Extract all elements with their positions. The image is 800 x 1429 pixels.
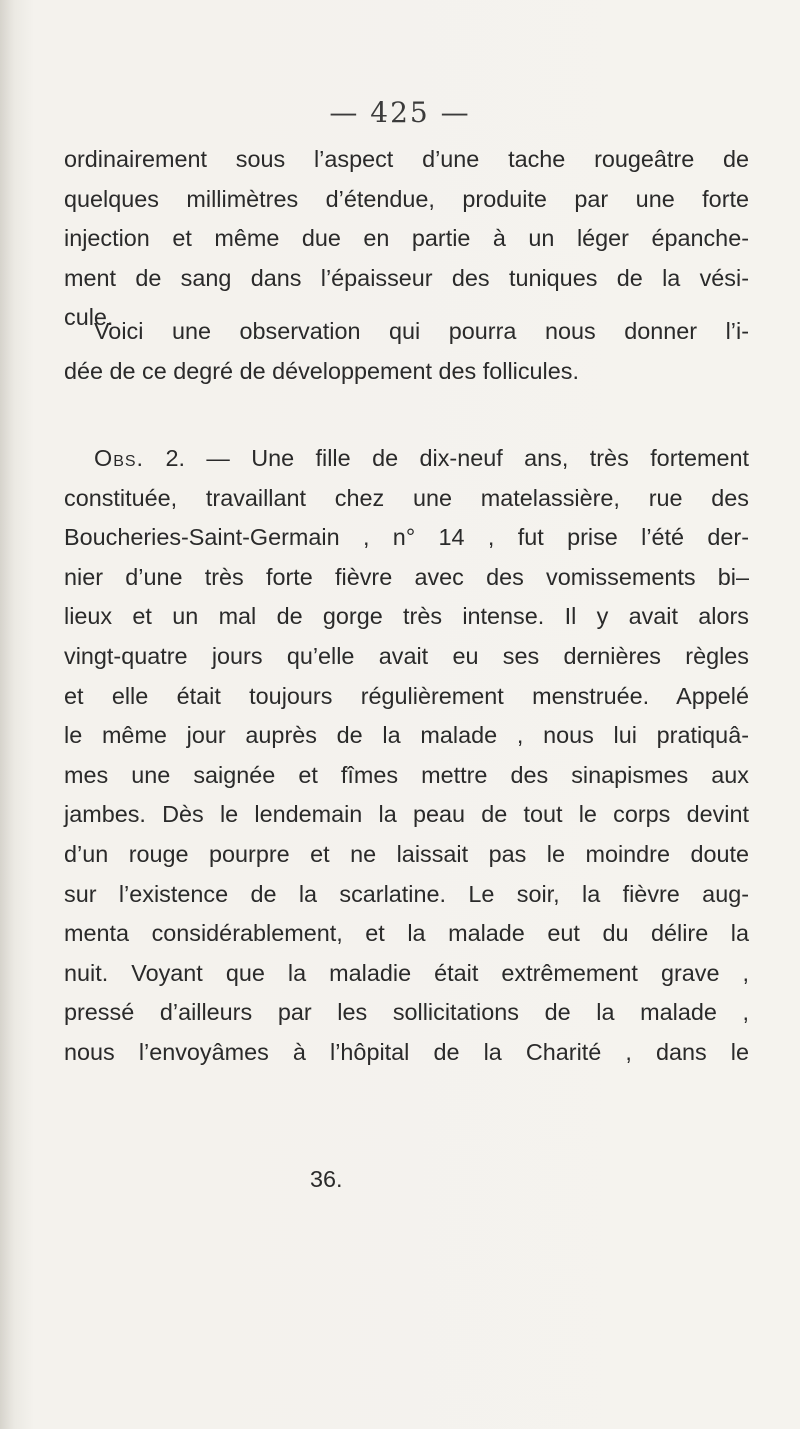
- paragraph-1: [64, 140, 749, 338]
- text-line: cule.: [64, 304, 114, 331]
- signature-mark: 36.: [310, 1166, 343, 1192]
- text-line: vingt-quatre jours qu’elle avait eu ses dernières règles: [64, 642, 749, 669]
- text-line: ordinairement sous l’aspect d’une tache rougeâtre de: [64, 146, 749, 172]
- paragraph-2: [64, 312, 749, 391]
- text-line: pressé d’ailleurs par les sollicitations de la malade ,: [64, 999, 749, 1026]
- text-line: et elle était toujours régulièrement menstruée. Appelé: [64, 682, 749, 709]
- text-line: d’un rouge pourpre et ne laissait pas le moindre doute: [64, 840, 749, 867]
- text-line: menta considérablement, et la malade eut du délire la: [64, 920, 749, 947]
- text-line: lieux et un mal de gorge très intense. Il y avait alors: [64, 603, 749, 630]
- text-line: Boucheries-Saint-Germain , n° 14 , fut prise l’été der-: [64, 524, 749, 551]
- text-line: mes une saignée et fîmes mettre des sinapismes aux: [64, 761, 749, 788]
- text-line: nuit. Voyant que la maladie était extrêmement grave ,: [64, 959, 749, 986]
- text-line: injection et même due en partie à un léger épanche-: [64, 225, 749, 252]
- text-line: dée de ce degré de développement des follicules.: [64, 357, 579, 384]
- text-line: constituée, travaillant chez une matelassière, rue des: [64, 484, 749, 511]
- paragraph-observation: [64, 439, 749, 1073]
- text-line: quelques millimètres d’étendue, produite par une forte: [64, 185, 749, 212]
- observation-heading-rest: 2. — Une fille de dix-neuf ans, très fortement: [144, 445, 749, 471]
- text-line: Voici une observation qui pourra nous donner l’i-: [94, 318, 749, 344]
- text-line: sur l’existence de la scarlatine. Le soir, la fièvre aug-: [64, 880, 749, 907]
- text-line: nier d’une très forte fièvre avec des vomissements bi–: [64, 563, 749, 590]
- page-number: — 425 —: [329, 96, 471, 129]
- text-line: jambes. Dès le lendemain la peau de tout le corps devint: [64, 801, 749, 828]
- text-line: nous l’envoyâmes à l’hôpital de la Charité , dans le: [64, 1038, 749, 1065]
- text-line: ment de sang dans l’épaisseur des tuniques de la vési-: [64, 264, 749, 291]
- observation-label: Obs.: [94, 445, 145, 471]
- text-line: le même jour auprès de la malade , nous lui pratiquâ-: [64, 722, 749, 749]
- observation-heading-line: [64, 439, 749, 479]
